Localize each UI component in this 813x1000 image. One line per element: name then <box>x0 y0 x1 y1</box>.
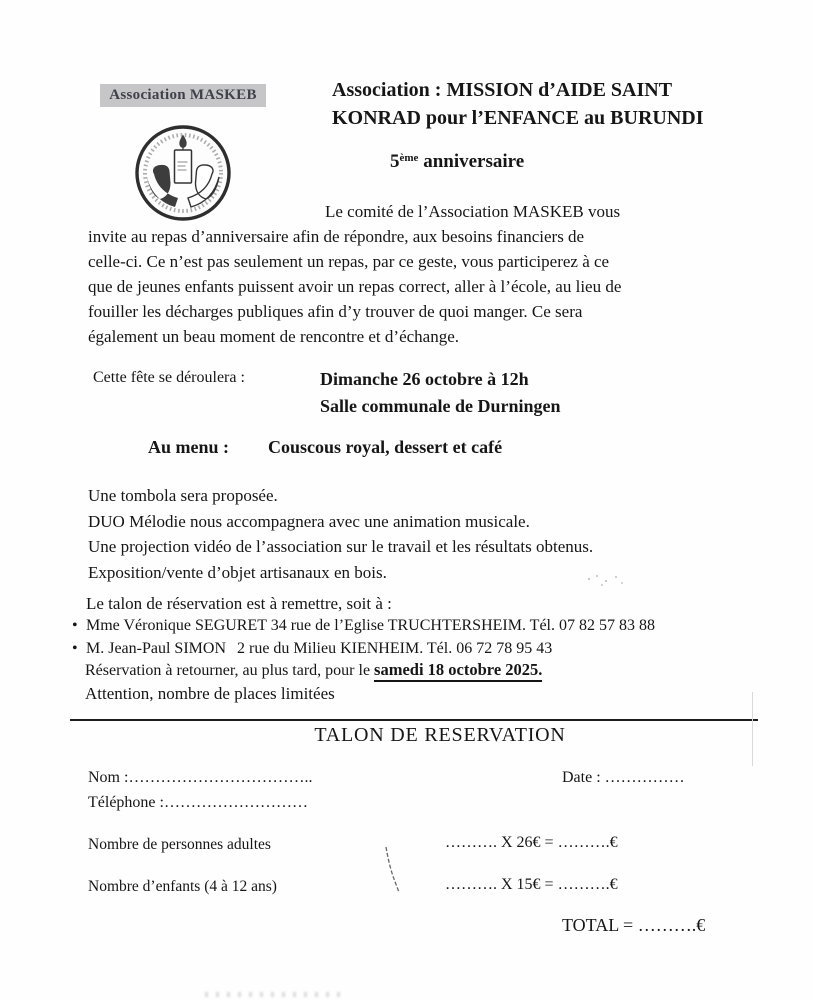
activities-list <box>88 483 748 585</box>
title-line-1: Association : MISSION d’AIDE SAINT <box>332 79 673 101</box>
scan-smudge <box>588 578 590 580</box>
intro-line: que de jeunes enfants puissent avoir un repas correct, aller à l’école, au lieu de <box>88 277 622 296</box>
intro-paragraph <box>88 199 740 349</box>
adults-count-label: Nombre de personnes adultes <box>88 836 271 853</box>
deadline-line <box>85 660 542 680</box>
event-intro-label: Cette fête se déroulera : <box>93 369 245 386</box>
activity-line: DUO Mélodie nous accompagnera avec une animation musicale. <box>88 511 530 531</box>
anniversary-number: 5 <box>390 151 400 172</box>
anniversary-ordinal: ème <box>399 152 419 164</box>
document-title <box>332 76 752 132</box>
limited-places-warning: Attention, nombre de places limitées <box>85 684 335 703</box>
contact-2-name: M. Jean-Paul SIMON <box>86 640 226 657</box>
event-details <box>320 366 561 420</box>
bullet-icon: • <box>72 640 78 657</box>
title-line-2: KONRAD pour l’ENFANCE au BURUNDI <box>332 107 704 129</box>
date-field: Date : …………… <box>562 769 685 786</box>
logo-label: Association MASKEB <box>100 84 266 107</box>
reservation-intro: Le talon de réservation est à remettre, soit à : <box>86 594 392 613</box>
intro-line: celle-ci. Ce n’est pas seulement un repas, par ce geste, vous participerez à ce <box>88 252 610 271</box>
name-field: Nom :…………………………….. <box>88 769 313 786</box>
menu-label: Au menu : <box>148 437 230 457</box>
anniversary-text: anniversaire <box>418 151 525 172</box>
menu-value: Couscous royal, dessert et café <box>268 437 503 457</box>
activity-line: Une tombola sera proposée. <box>88 486 278 505</box>
anniversary-heading <box>390 151 524 173</box>
children-price-formula: ………. X 15€ = ……….€ <box>445 876 618 893</box>
deadline-prefix: Réservation à retourner, au plus tard, pour le <box>85 662 375 679</box>
slip-title: TALON DE RESERVATION <box>314 724 566 746</box>
contact-2-address: 2 rue du Milieu KIENHEIM. Tél. 06 72 78 95 43 <box>237 640 553 657</box>
intro-line: invite au repas d’anniversaire afin de répondre, aux besoins financiers de <box>88 227 585 246</box>
candle-icon <box>175 150 192 183</box>
pen-scratch-mark <box>380 843 406 897</box>
children-count-label: Nombre d’enfants (4 à 12 ans) <box>88 878 277 895</box>
event-venue: Salle communale de Durningen <box>320 396 561 416</box>
cut-line <box>70 719 758 721</box>
phone-field: Téléphone :……………………… <box>88 794 308 811</box>
total-field: TOTAL = ……….€ <box>562 915 706 935</box>
intro-line: fouiller les décharges publiques afin d’y trouver de quoi manger. Ce sera <box>88 302 583 321</box>
deadline-date: samedi 18 octobre 2025. <box>374 660 542 682</box>
adults-price-formula: ………. X 26€ = ……….€ <box>445 834 618 851</box>
event-datetime: Dimanche 26 octobre à 12h <box>320 369 529 389</box>
activity-line: Une projection vidéo de l’association sur le travail et les résultats obtenus. <box>88 537 594 556</box>
scan-smudge-bottom <box>205 992 343 997</box>
activity-line: Exposition/vente d’objet artisanaux en bois. <box>88 562 387 582</box>
contact-line-1: Mme Véronique SEGURET 34 rue de l’Eglise TRUCHTERSHEIM. Tél. 07 82 57 83 88 <box>86 617 655 634</box>
intro-line: également un beau moment de rencontre et d’échange. <box>88 327 459 346</box>
bullet-icon: • <box>72 617 78 634</box>
intro-line: Le comité de l’Association MASKEB vous <box>325 202 621 221</box>
